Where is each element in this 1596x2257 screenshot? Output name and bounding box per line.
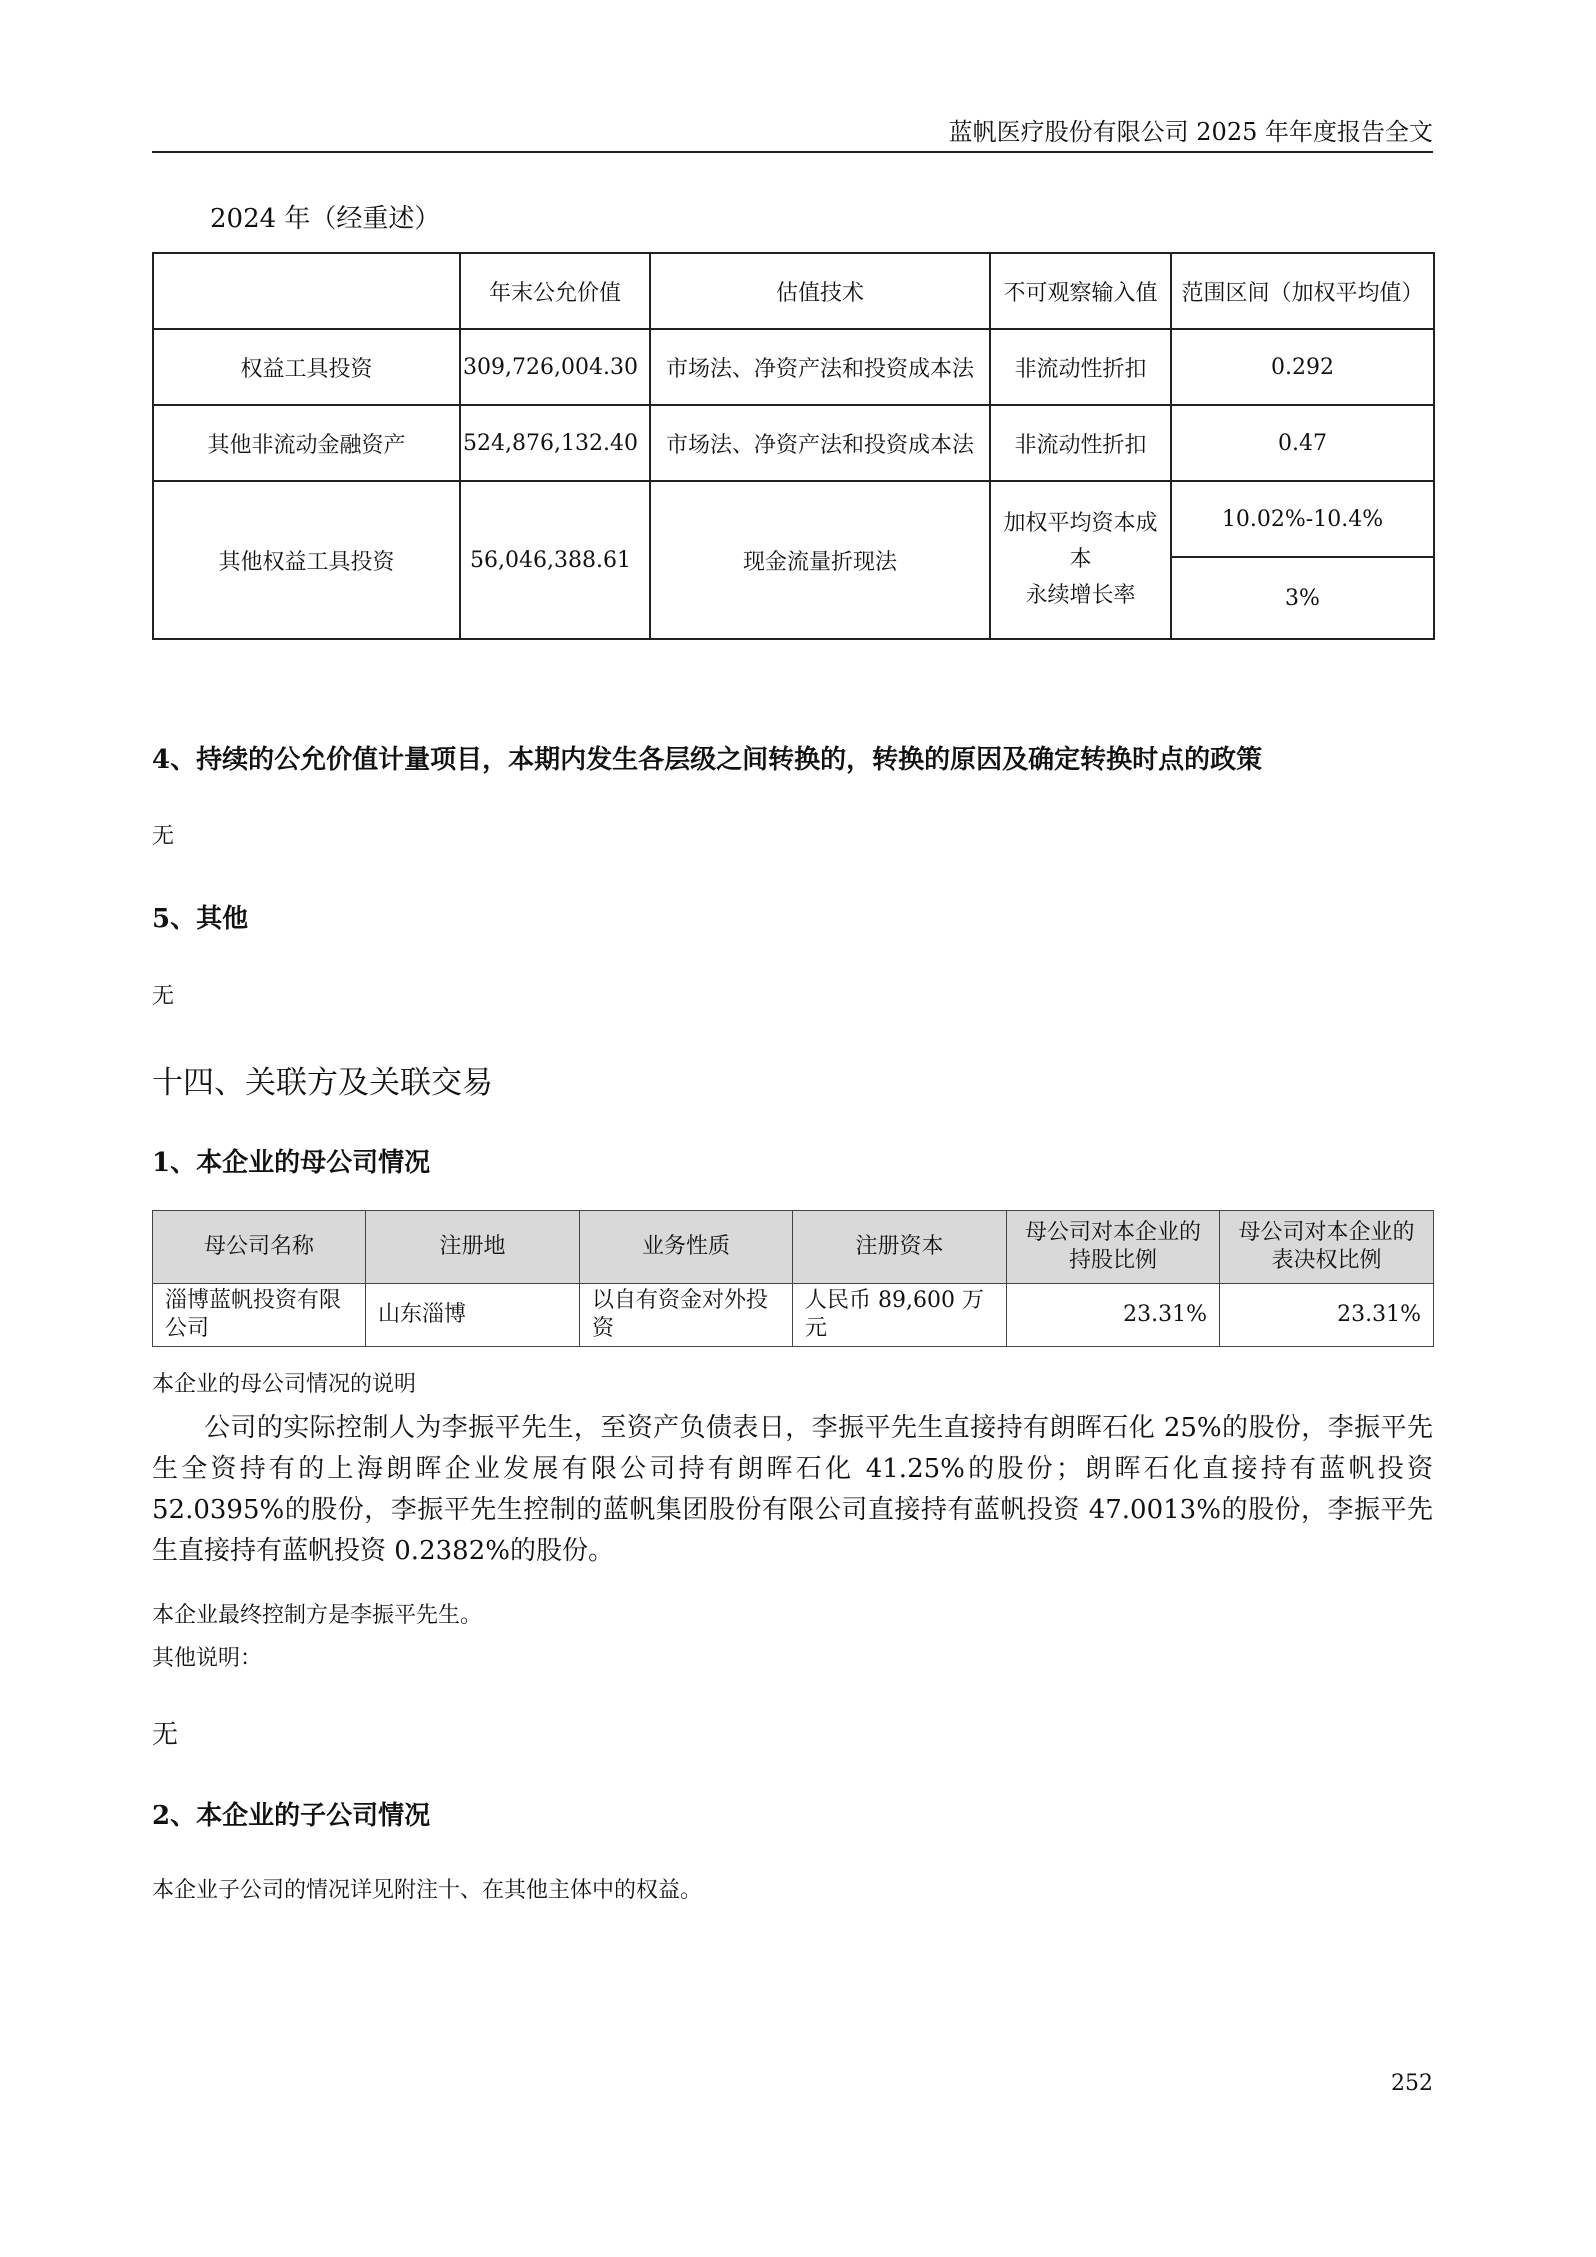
input-cell: 非流动性折扣 bbox=[990, 329, 1171, 405]
value-cell: 56,046,388.61 bbox=[460, 481, 650, 639]
value-cell: 309,726,004.30 bbox=[460, 329, 650, 405]
restated-year-label: 2024 年（经重述） bbox=[210, 204, 441, 234]
item-cell: 其他权益工具投资 bbox=[153, 481, 460, 639]
column-header: 年末公允价值 bbox=[460, 253, 650, 329]
other-notes-body: 无 bbox=[152, 1720, 179, 1750]
parent-company-table bbox=[152, 1210, 1434, 1347]
parent-note-paragraph: 公司的实际控制人为李振平先生，至资产负债表日，李振平先生直接持有朗晖石化 25%的股份，李振平先生全资持有的上海朗晖企业发展有限公司持有朗晖石化 41.25%的股份；朗晖石化直接持有蓝帆投资 52.0395%的股份，李振平先生控制的蓝帆集团股份有限公司直接持有蓝帆投资 47.0013%的股份，李振平先生直接持有蓝帆投资 0.2382%的股份。 bbox=[152, 1413, 1433, 1566]
input-line: 永续增长率 bbox=[1025, 583, 1136, 608]
report-header-title: 蓝帆医疗股份有限公司 2025 年年度报告全文 bbox=[948, 118, 1433, 146]
parent-name-cell: 淄博蓝帆投资有限公司 bbox=[153, 1284, 366, 1347]
header-divider bbox=[152, 151, 1433, 153]
item-cell: 其他非流动金融资产 bbox=[153, 405, 460, 481]
chapter-title: 十四、关联方及关联交易 bbox=[152, 1065, 493, 1101]
table-row bbox=[153, 329, 1434, 405]
fair-value-table bbox=[152, 252, 1435, 640]
place-cell: 山东淄博 bbox=[366, 1284, 580, 1347]
other-notes-label: 其他说明： bbox=[152, 1646, 263, 1671]
table-header-row bbox=[153, 253, 1434, 329]
business-cell: 以自有资金对外投资 bbox=[580, 1284, 793, 1347]
range-cell: 0.292 bbox=[1171, 329, 1434, 405]
value-cell: 524,876,132.40 bbox=[460, 405, 650, 481]
section-4-title: 4、持续的公允价值计量项目，本期内发生各层级之间转换的，转换的原因及确定转换时点的政策 bbox=[152, 745, 1263, 775]
item-cell: 权益工具投资 bbox=[153, 329, 460, 405]
column-header: 范围区间（加权平均值） bbox=[1171, 253, 1434, 329]
technique-cell: 市场法、净资产法和投资成本法 bbox=[650, 405, 990, 481]
input-cell bbox=[990, 481, 1171, 639]
column-header: 注册资本 bbox=[793, 1211, 1007, 1284]
input-line: 加权平均资本成 bbox=[1003, 511, 1158, 536]
column-header: 母公司对本企业的表决权比例 bbox=[1220, 1211, 1434, 1284]
column-header: 注册地 bbox=[366, 1211, 580, 1284]
parent-company-title: 1、本企业的母公司情况 bbox=[152, 1148, 431, 1178]
column-header: 不可观察输入值 bbox=[990, 253, 1171, 329]
section-5-title: 5、其他 bbox=[152, 904, 249, 934]
capital-cell: 人民币 89,600 万元 bbox=[793, 1284, 1007, 1347]
table-row bbox=[153, 1284, 1434, 1347]
final-controller-text: 本企业最终控制方是李振平先生。 bbox=[152, 1603, 483, 1628]
input-line: 本 bbox=[1069, 547, 1092, 572]
table-row bbox=[153, 481, 1434, 557]
technique-cell: 现金流量折现法 bbox=[650, 481, 990, 639]
vote-ratio-cell: 23.31% bbox=[1220, 1284, 1434, 1347]
range-cell: 3% bbox=[1171, 557, 1434, 639]
page-number: 252 bbox=[1391, 2071, 1433, 2096]
input-cell: 非流动性折扣 bbox=[990, 405, 1171, 481]
share-ratio-cell: 23.31% bbox=[1007, 1284, 1220, 1347]
section-4-body: 无 bbox=[152, 824, 175, 849]
table-header-row bbox=[153, 1211, 1434, 1284]
table-row bbox=[153, 405, 1434, 481]
column-header: 业务性质 bbox=[580, 1211, 793, 1284]
range-cell: 10.02%-10.4% bbox=[1171, 481, 1434, 557]
parent-note-label: 本企业的母公司情况的说明 bbox=[152, 1372, 417, 1397]
range-cell: 0.47 bbox=[1171, 405, 1434, 481]
column-header: 母公司对本企业的持股比例 bbox=[1007, 1211, 1220, 1284]
subsidiary-title: 2、本企业的子公司情况 bbox=[152, 1801, 431, 1831]
column-header bbox=[153, 253, 460, 329]
subsidiary-body: 本企业子公司的情况详见附注十、在其他主体中的权益。 bbox=[152, 1878, 703, 1903]
section-5-body: 无 bbox=[152, 984, 175, 1009]
column-header: 估值技术 bbox=[650, 253, 990, 329]
column-header: 母公司名称 bbox=[153, 1211, 366, 1284]
technique-cell: 市场法、净资产法和投资成本法 bbox=[650, 329, 990, 405]
